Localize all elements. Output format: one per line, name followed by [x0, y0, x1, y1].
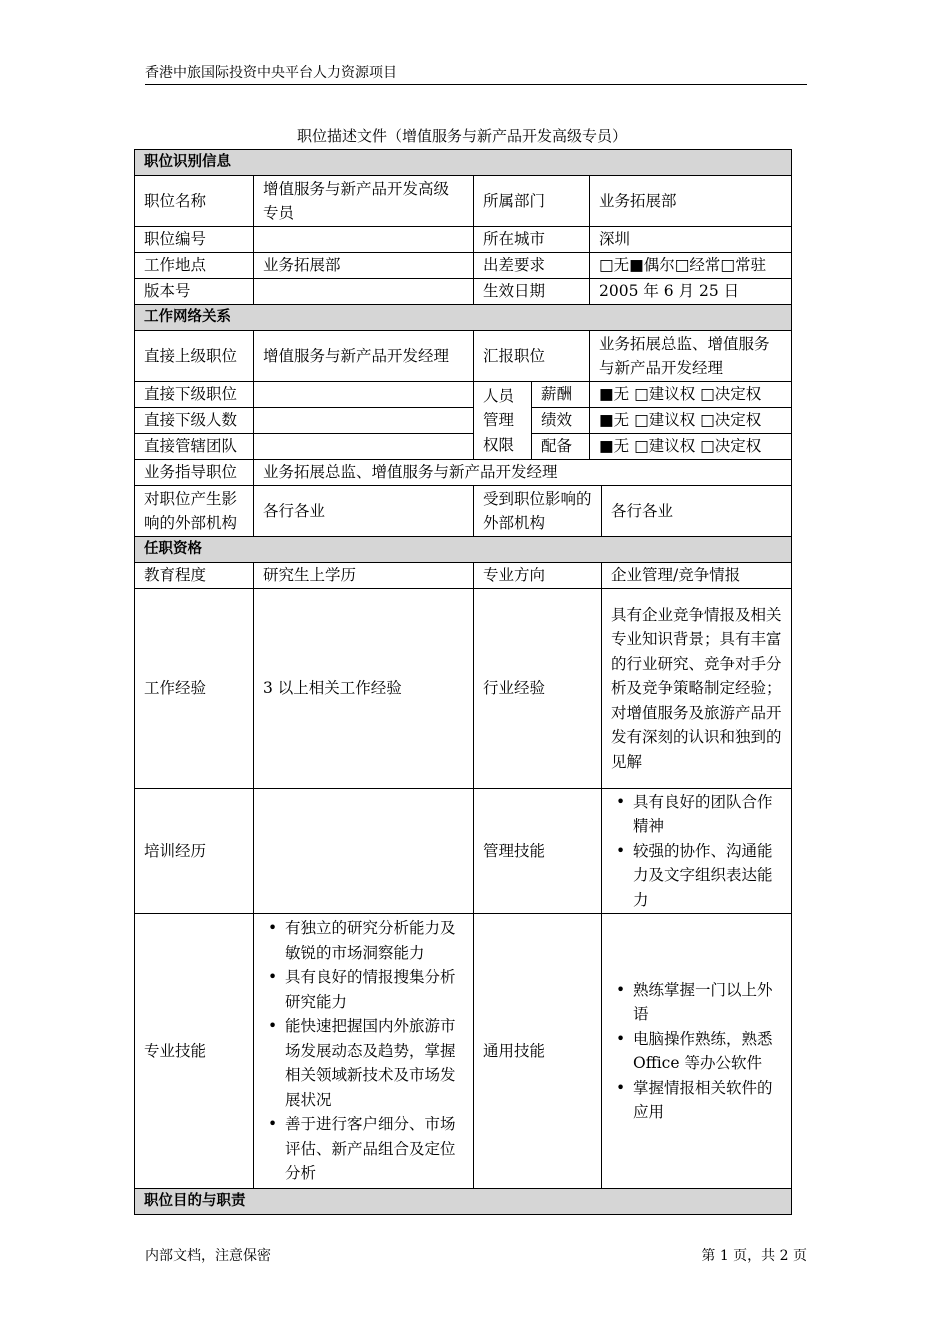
team-value — [254, 434, 474, 460]
external-affecting-label: 对职位产生影响的外部机构 — [135, 486, 254, 537]
list-item: • 能快速把握国内外旅游市场发展动态及趋势，掌握相关领域新技术及市场发展状况 — [263, 1014, 464, 1112]
list-item: • 善于进行客户细分、市场评估、新产品组合及定位分析 — [263, 1112, 464, 1186]
professional-skill-label: 专业技能 — [135, 914, 254, 1189]
position-name-label: 职位名称 — [135, 176, 254, 227]
staffing-label: 配备 — [532, 434, 590, 460]
performance-value: ■无 □建议权 □决定权 — [590, 408, 792, 434]
list-item: • 有独立的研究分析能力及敏锐的市场洞察能力 — [263, 916, 464, 965]
subordinate-count-value — [254, 408, 474, 434]
salary-value: ■无 □建议权 □决定权 — [590, 382, 792, 408]
external-affected-value: 各行各业 — [602, 486, 792, 537]
section-duty: 职位目的与职责 — [135, 1189, 792, 1215]
education-value: 研究生上学历 — [254, 563, 474, 589]
list-item: • 熟练掌握一门以上外语 — [611, 978, 782, 1027]
training-value — [254, 789, 474, 914]
general-skill-label: 通用技能 — [474, 914, 602, 1189]
footer-confidential: 内部文档，注意保密 — [145, 1248, 271, 1264]
guidance-value: 业务拓展总监、增值服务与新产品开发经理 — [254, 460, 792, 486]
professional-skill-value — [254, 914, 474, 1189]
list-item: • 掌握情报相关软件的应用 — [611, 1076, 782, 1125]
industry-experience-line: 具有企业竞争情报及相关专业知识背景；具有丰富的行业研究、竞争对手分析及竞争策略制定经验； — [611, 605, 782, 698]
subordinate-position-label: 直接下级职位 — [135, 382, 254, 408]
subordinate-position-value — [254, 382, 474, 408]
section-network: 工作网络关系 — [135, 305, 792, 331]
list-item: • 电脑操作熟练，熟悉 Office 等办公软件 — [611, 1027, 782, 1076]
city-label: 所在城市 — [474, 227, 590, 253]
department-value: 业务拓展部 — [590, 176, 792, 227]
page-header: 香港中旅国际投资中央平台人力资源项目 — [145, 65, 397, 81]
superior-label: 直接上级职位 — [135, 331, 254, 382]
version-label: 版本号 — [135, 279, 254, 305]
work-experience-value: 3 以上相关工作经验 — [254, 589, 474, 789]
subordinate-count-label: 直接下级人数 — [135, 408, 254, 434]
superior-value: 增值服务与新产品开发经理 — [254, 331, 474, 382]
guidance-label: 业务指导职位 — [135, 460, 254, 486]
work-place-label: 工作地点 — [135, 253, 254, 279]
work-experience-label: 工作经验 — [135, 589, 254, 789]
work-place-value: 业务拓展部 — [254, 253, 474, 279]
management-skill-list — [611, 790, 782, 913]
professional-skill-list — [263, 916, 464, 1186]
major-value: 企业管理/竞争情报 — [602, 563, 792, 589]
header-divider — [145, 84, 807, 85]
management-skill-label: 管理技能 — [474, 789, 602, 914]
section-qualification: 任职资格 — [135, 537, 792, 563]
travel-value: □无■偶尔□经常□常驻 — [590, 253, 792, 279]
general-skill-list — [611, 978, 782, 1125]
external-affected-label: 受到职位影响的外部机构 — [474, 486, 602, 537]
position-code-value — [254, 227, 474, 253]
list-item: • 具有良好的情报搜集分析研究能力 — [263, 965, 464, 1014]
list-item: • 较强的协作、沟通能力及文字组织表达能力 — [611, 839, 782, 913]
industry-experience-label: 行业经验 — [474, 589, 602, 789]
staffing-value: ■无 □建议权 □决定权 — [590, 434, 792, 460]
authority-label: 人员管理权限 — [474, 382, 532, 460]
effective-date-label: 生效日期 — [474, 279, 590, 305]
industry-experience-line: 对增值服务及旅游产品开发有深刻的认识和独到的见解 — [611, 703, 782, 771]
job-description-table — [134, 149, 792, 1215]
education-label: 教育程度 — [135, 563, 254, 589]
general-skill-value — [602, 914, 792, 1189]
report-value: 业务拓展总监、增值服务与新产品开发经理 — [590, 331, 792, 382]
effective-date-value: 2005 年 6 月 25 日 — [590, 279, 792, 305]
salary-label: 薪酬 — [532, 382, 590, 408]
management-skill-value — [602, 789, 792, 914]
list-item: • 具有良好的团队合作精神 — [611, 790, 782, 839]
performance-label: 绩效 — [532, 408, 590, 434]
industry-experience-value — [602, 589, 792, 789]
report-label: 汇报职位 — [474, 331, 590, 382]
team-label: 直接管辖团队 — [135, 434, 254, 460]
travel-label: 出差要求 — [474, 253, 590, 279]
version-value — [254, 279, 474, 305]
major-label: 专业方向 — [474, 563, 602, 589]
footer-page-number: 第 1 页，共 2 页 — [701, 1248, 807, 1264]
document-title: 职位描述文件（增值服务与新产品开发高级专员） — [296, 127, 627, 145]
department-label: 所属部门 — [474, 176, 590, 227]
city-value: 深圳 — [590, 227, 792, 253]
external-affecting-value: 各行各业 — [254, 486, 474, 537]
position-code-label: 职位编号 — [135, 227, 254, 253]
position-name-value: 增值服务与新产品开发高级专员 — [254, 176, 474, 227]
training-label: 培训经历 — [135, 789, 254, 914]
section-identity: 职位识别信息 — [135, 150, 792, 176]
